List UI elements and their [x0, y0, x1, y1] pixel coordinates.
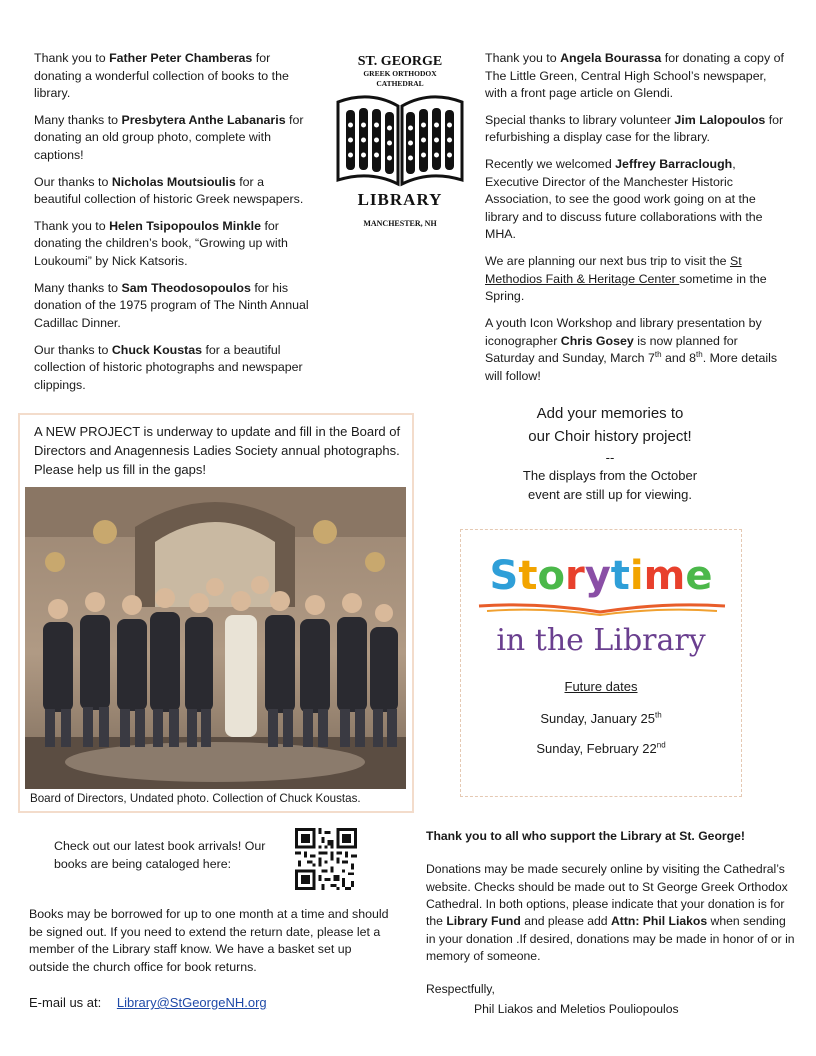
choir-announcement	[480, 402, 740, 505]
storytime-letter: t	[518, 553, 538, 599]
choir-line-3: The displays from the October	[522, 468, 698, 484]
storytime-letter: t	[610, 553, 630, 599]
group-photo	[25, 487, 406, 789]
storytime-letter: i	[629, 553, 644, 599]
book-arrivals-text: Check out our latest book arrivals! Our books are being cataloged here:	[54, 839, 266, 871]
storytime-date: Sunday, February 22nd	[536, 740, 666, 756]
storytime-letter: y	[584, 553, 611, 599]
new-project-box	[18, 413, 414, 813]
logo-library-word: LIBRARY	[357, 190, 443, 209]
support-heading: Thank you to all who support the Library at St. George!	[426, 829, 745, 843]
thanks-paragraph: Special thanks to library volunteer Jim Lalopoulos for refurbishing a display case for the library.	[485, 112, 784, 145]
qr-code-icon[interactable]	[295, 828, 357, 890]
choir-line-1: Add your memories to	[536, 405, 684, 422]
storytime-title	[461, 548, 741, 605]
bus-trip-paragraph: We are planning our next bus trip to visit the St Methodios Faith & Heritage Center sometime in the Spring.	[485, 254, 767, 304]
icon-workshop-paragraph: A youth Icon Workshop and library presentation by iconographer Chris Gosey is now planned for Saturday and Sunday, March 7th and 8th. More details will follow!	[485, 315, 778, 383]
storytime-letter: m	[643, 553, 686, 599]
email-link[interactable]: Library@StGeorgeNH.org	[116, 995, 267, 1010]
support-section	[426, 828, 796, 1027]
heritage-center-link[interactable]: St Methodios Faith & Heritage Center	[485, 254, 742, 286]
choir-separator: --	[605, 449, 615, 465]
storytime-letter: S	[489, 553, 519, 599]
photo-caption: Board of Directors, Undated photo. Collection of Chuck Koustas.	[30, 792, 361, 805]
thanks-paragraph: Thank you to Helen Tsipopoulos Minkle for donating the children’s book, “Growing up with Loukoumi” by Nick Katsoris.	[34, 218, 288, 269]
library-logo	[330, 50, 470, 235]
logo-title: ST. GEORGE	[357, 54, 443, 69]
storytime-box	[460, 529, 742, 797]
choir-line-4: event are still up for viewing.	[527, 487, 693, 503]
email-line	[29, 994, 391, 1012]
thanks-paragraph: Thank you to Angela Bourassa for donating a copy of The Little Green, Central High School’s newspaper, with a front page article on Glendi.	[485, 51, 784, 101]
thanks-paragraph: Thank you to Father Peter Chamberas for donating a wonderful collection of books to the library.	[34, 51, 289, 101]
book-divider-icon	[477, 602, 727, 616]
open-book-icon	[330, 80, 470, 190]
logo-subtitle: GREEK ORTHODOX	[363, 69, 437, 78]
future-dates-label: Future dates	[564, 679, 638, 694]
logo-city: MANCHESTER, NH	[363, 219, 437, 228]
respectfully: Respectfully,	[426, 982, 495, 997]
email-label: E-mail us at:	[29, 995, 102, 1010]
storytime-subtitle: in the Library	[496, 623, 706, 658]
visit-paragraph: Recently we welcomed Jeffrey Barraclough, Executive Director of the Manchester Historic Association, to see the good work going on at the library and to discuss future collaborations with the MHA.	[485, 157, 763, 242]
thanks-paragraph: Our thanks to Chuck Koustas for a beautiful collection of historic photographs and newspaper clippings.	[34, 342, 303, 392]
storytime-letter: o	[537, 553, 565, 599]
logo-subtitle-2: CATHEDRAL	[376, 79, 424, 88]
left-column	[34, 50, 309, 403]
donation-info: Donations may be made securely online by visiting the Cathedral’s website. Checks should be made out to St George Greek Orthodox Cathedral. In both options, please indicate that your donation is for the Library Fund and please add Attn: Phil Liakos when sending in your donation .If desired, donations may be made in honor of or in memory of someone.	[426, 862, 795, 963]
project-text: A NEW PROJECT is underway to update and fill in the Board of Directors and Anagennesis Ladies Society annual photographs. Please help us fill in the gaps!	[34, 424, 401, 477]
thanks-paragraph: Many thanks to Sam Theodosopoulos for his donation of the 1975 program of The Ninth Annual Cadillac Dinner.	[34, 280, 309, 330]
thanks-paragraph: Many thanks to Presbytera Anthe Labanaris for donating an old group photo, complete with captions!	[34, 112, 304, 163]
right-column	[485, 50, 790, 394]
signers: Phil Liakos and Meletios Pouliopoulos	[474, 1001, 679, 1016]
choir-line-2: our Choir history project!	[528, 428, 692, 446]
storytime-letter: e	[685, 553, 713, 599]
storytime-letter: r	[564, 553, 585, 599]
borrowing-policy: Books may be borrowed for up to one month at a time and should be signed out. If you need to extend the return date, please let a member of the Library staff know. We have a basket set up outside the church office for book returns.	[29, 907, 389, 974]
thanks-paragraph: Our thanks to Nicholas Moutsioulis for a beautiful collection of historic Greek newspapers.	[34, 174, 304, 207]
storytime-date: Sunday, January 25th	[540, 710, 662, 726]
